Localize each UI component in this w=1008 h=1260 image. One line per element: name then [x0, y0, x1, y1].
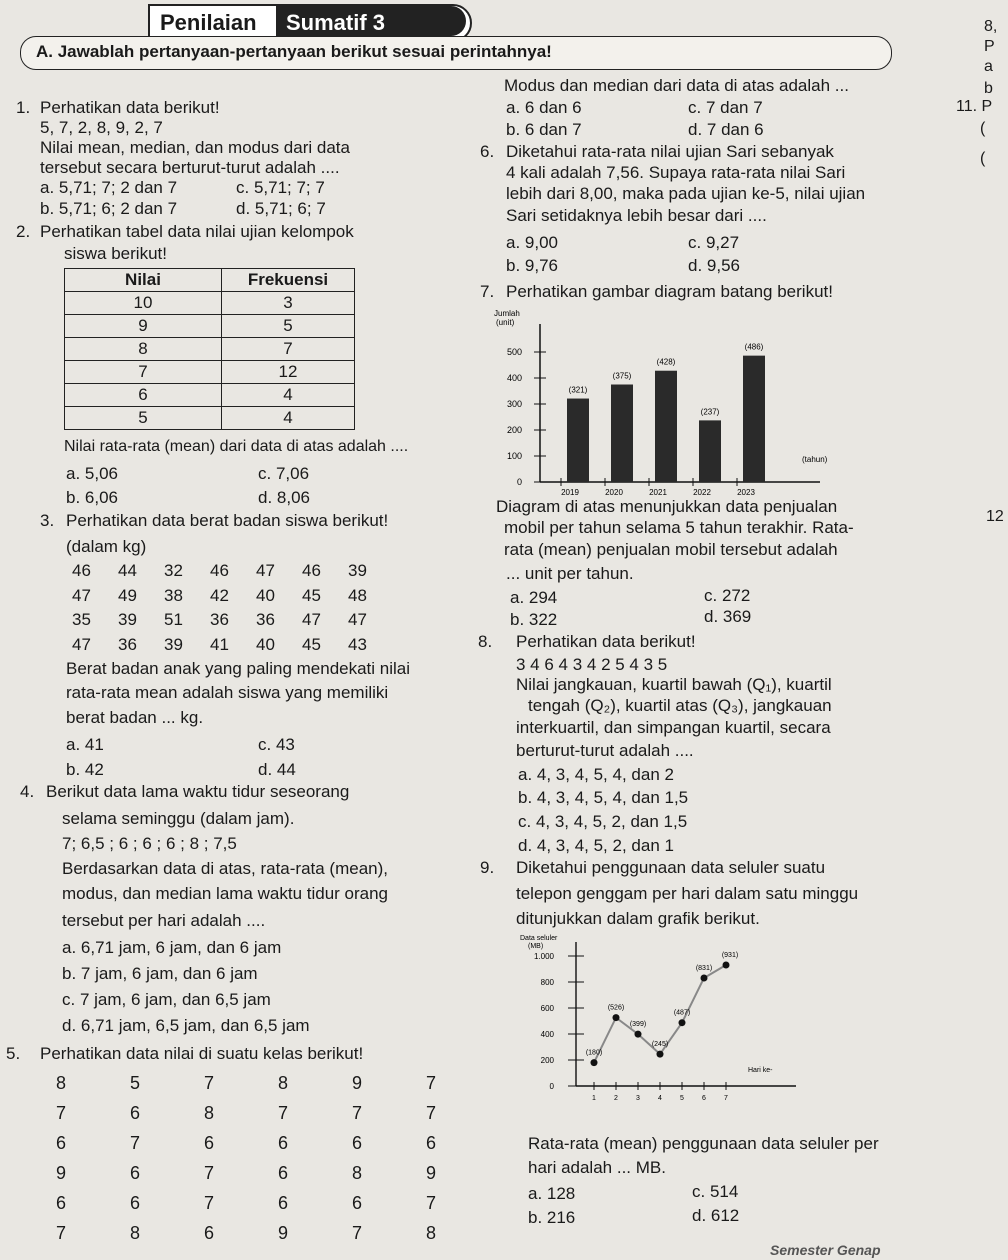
q7-option-d: d. 369 [704, 607, 752, 626]
grid-value: 7 [352, 1223, 363, 1243]
margin-text: ( [980, 150, 986, 167]
q4-number: 4. [20, 782, 35, 801]
table-cell: 5 [65, 407, 222, 430]
data-point [701, 974, 708, 981]
y-tick-label: 500 [506, 347, 522, 357]
point-value-label: (399) [629, 1021, 647, 1029]
grid-value: 40 [256, 585, 275, 605]
grid-value: 43 [348, 634, 367, 654]
q1-option-b: b. 5,71; 6; 2 dan 7 [40, 199, 178, 218]
grid-value: 51 [164, 610, 183, 629]
table-row [65, 361, 355, 384]
q3-line: (dalam kg) [66, 537, 147, 556]
q7-option-b: b. 322 [510, 610, 558, 629]
grid-value: 49 [118, 585, 137, 605]
q4-line: Berikut data lama waktu tidur seseorang [46, 782, 350, 801]
table-cell: 12 [222, 361, 355, 384]
table-cell: 4 [222, 407, 355, 430]
grid-value: 6 [130, 1163, 141, 1183]
q3-line: rata-rata mean adalah siswa yang memiliki [66, 683, 389, 702]
q6-option-c: c. 9,27 [688, 233, 740, 252]
q6-option-b: b. 9,76 [506, 256, 558, 275]
q5-option-b: b. 6 dan 7 [506, 120, 582, 139]
q4-option-c: c. 7 jam, 6 jam, dan 6,5 jam [62, 990, 271, 1009]
y-axis-label: Data seluler [520, 935, 558, 942]
grid-value: 5 [130, 1073, 141, 1093]
q1-line: Nilai mean, median, dan modus dari data [40, 138, 350, 157]
q3-option-c: c. 43 [258, 735, 295, 754]
bar-value-label: (486) [744, 342, 764, 352]
x-axis-label: (tahun) [802, 455, 828, 464]
grid-value: 9 [352, 1073, 363, 1093]
grid-value: 7 [204, 1073, 215, 1093]
q8-line: Perhatikan data berikut! [516, 632, 696, 651]
table-cell: 9 [65, 315, 222, 338]
grid-value: 6 [204, 1133, 215, 1153]
grid-value: 8 [204, 1103, 215, 1123]
q8-line: tengah (Q₂), kuartil atas (Q₃), jangkauan [528, 696, 832, 715]
margin-text: 11. P [956, 98, 993, 115]
q3-line: Berat badan anak yang paling mendekati nilai [66, 659, 411, 678]
margin-text: 8, [984, 18, 998, 35]
q3-option-a: a. 41 [66, 735, 104, 754]
x-axis-label: Hari ke- [748, 1067, 773, 1074]
grid-value: 7 [426, 1103, 437, 1123]
data-point [591, 1059, 598, 1066]
grid-value: 6 [130, 1103, 141, 1123]
grid-value: 6 [278, 1163, 289, 1183]
grid-value: 6 [204, 1223, 215, 1243]
margin-text: b [984, 80, 993, 97]
x-tick-label: 7 [724, 1095, 728, 1102]
q6-option-a: a. 9,00 [506, 233, 558, 252]
grid-value: 8 [56, 1073, 67, 1093]
q5-option-a: a. 6 dan 6 [506, 98, 582, 117]
bar [743, 356, 765, 482]
q6-line: lebih dari 8,00, maka pada ujian ke-5, nilai ujian [506, 184, 866, 203]
q8-option-a: a. 4, 3, 4, 5, 4, dan 2 [518, 765, 674, 784]
q8-line: interkuartil, dan simpangan kuartil, secara [516, 718, 831, 737]
y-tick-label: 800 [540, 978, 554, 987]
q9-line: hari adalah ... MB. [528, 1158, 666, 1177]
q2-line: siswa berikut! [64, 244, 167, 263]
grid-value: 46 [302, 561, 321, 580]
q2-option-b: b. 6,06 [66, 488, 118, 507]
bar-chart [480, 304, 840, 500]
q1-line: 5, 7, 2, 8, 9, 2, 7 [40, 118, 163, 137]
grid-value: 32 [164, 561, 183, 580]
grid-value: 7 [204, 1193, 215, 1213]
q7-line: Diagram di atas menunjukkan data penjualan [496, 497, 838, 516]
point-value-label: (487) [673, 1009, 691, 1017]
x-tick-label: 6 [702, 1095, 706, 1102]
q2-option-a: a. 5,06 [66, 464, 118, 483]
q6-line: Diketahui rata-rata nilai ujian Sari sebanyak [506, 142, 834, 161]
q9-line: ditunjukkan dalam grafik berikut. [516, 909, 760, 928]
table-cell: 4 [222, 384, 355, 407]
margin-text: ( [980, 120, 986, 137]
q5-line: Perhatikan data nilai di suatu kelas berikut! [40, 1044, 364, 1063]
y-tick-label: 0 [549, 1082, 554, 1091]
footer-label: Semester Genap [770, 1242, 881, 1258]
grid-value: 40 [256, 634, 275, 654]
margin-text: 12 [986, 508, 1004, 525]
q4-option-d: d. 6,71 jam, 6,5 jam, dan 6,5 jam [62, 1016, 310, 1035]
x-tick-label: 2023 [737, 488, 755, 497]
q6-line: Sari setidaknya lebih besar dari .... [506, 206, 767, 225]
header-title-highlight: Sumatif 3 [286, 10, 386, 35]
y-tick-label: 600 [540, 1004, 554, 1013]
point-value-label: (526) [607, 1004, 625, 1012]
q7-line: mobil per tahun selama 5 tahun terakhir. Rata- [504, 518, 854, 537]
grid-value: 47 [302, 610, 321, 629]
table-row [65, 384, 355, 407]
grid-value: 46 [210, 561, 229, 580]
q8-number: 8. [478, 632, 493, 651]
table-cell: 6 [65, 384, 222, 407]
grid-value: 8 [352, 1163, 363, 1183]
q2-question: Nilai rata-rata (mean) dari data di atas adalah .... [64, 438, 409, 455]
grid-value: 6 [352, 1133, 363, 1153]
grid-value: 42 [210, 585, 229, 605]
table-header: Nilai [65, 269, 222, 292]
q9-number: 9. [480, 858, 495, 877]
grid-value: 7 [278, 1103, 289, 1123]
grid-value: 41 [210, 634, 229, 654]
data-point [613, 1014, 620, 1021]
grid-value: 48 [348, 585, 367, 605]
grid-value: 7 [352, 1103, 363, 1123]
header-title: Penilaian [160, 10, 257, 35]
grid-value: 9 [426, 1163, 437, 1183]
grid-value: 6 [426, 1133, 437, 1153]
y-tick-label: 400 [506, 373, 522, 383]
q7-option-c: c. 272 [704, 586, 751, 605]
grid-value: 36 [118, 634, 137, 654]
y-tick-label: 0 [516, 477, 522, 487]
y-tick-label: 400 [540, 1030, 554, 1039]
q7-number: 7. [480, 282, 495, 301]
y-tick-label: 200 [506, 425, 522, 435]
grid-value: 36 [210, 610, 229, 629]
y-tick-label: 100 [506, 451, 522, 461]
q7-line: Perhatikan gambar diagram batang berikut! [506, 282, 833, 301]
table-row [65, 407, 355, 430]
grid-value: 47 [348, 610, 367, 629]
q2-option-c: c. 7,06 [258, 464, 310, 483]
table-cell: 5 [222, 315, 355, 338]
q5-option-d: d. 7 dan 6 [688, 120, 764, 139]
table-header: Frekuensi [222, 269, 355, 292]
bar-value-label: (237) [700, 407, 720, 417]
q1-line: tersebut secara berturut-turut adalah .... [40, 158, 340, 177]
q9-option-d: d. 612 [692, 1206, 740, 1225]
grid-value: 6 [278, 1193, 289, 1213]
q1-number: 1. [16, 98, 31, 117]
q8-option-c: c. 4, 3, 4, 5, 2, dan 1,5 [518, 812, 688, 831]
line-chart [480, 928, 820, 1124]
q8-line: berturut-turut adalah .... [516, 741, 694, 760]
y-tick-label: 300 [506, 399, 522, 409]
point-value-label: (245) [651, 1041, 669, 1049]
q3-line: Perhatikan data berat badan siswa berikut! [66, 511, 389, 530]
data-point [723, 961, 730, 968]
grid-value: 7 [426, 1193, 437, 1213]
q9-option-b: b. 216 [528, 1208, 576, 1227]
x-tick-label: 2020 [605, 488, 623, 497]
grid-value: 38 [164, 585, 183, 605]
grid-value: 6 [352, 1193, 363, 1213]
section-a-title: A. Jawablah pertanyaan-pertanyaan berikut sesuai perintahnya! [36, 42, 552, 61]
x-tick-label: 3 [636, 1095, 640, 1102]
y-axis-label: (unit) [496, 318, 515, 327]
grid-value: 39 [118, 610, 137, 629]
grid-value: 47 [72, 634, 91, 654]
q3-number: 3. [40, 511, 55, 530]
q2-option-d: d. 8,06 [258, 488, 310, 507]
x-tick-label: 2019 [561, 488, 579, 497]
table-cell: 10 [65, 292, 222, 315]
y-axis-label: Jumlah [494, 309, 520, 318]
grid-value: 47 [256, 561, 275, 580]
q4-line: selama seminggu (dalam jam). [62, 809, 295, 828]
q3-option-d: d. 44 [258, 760, 296, 779]
x-tick-label: 2021 [649, 488, 667, 497]
bar [699, 420, 721, 482]
q6-option-d: d. 9,56 [688, 256, 740, 275]
q4-line: 7; 6,5 ; 6 ; 6 ; 6 ; 8 ; 7,5 [62, 834, 237, 853]
q5-question: Modus dan median dari data di atas adalah ... [504, 76, 849, 95]
q7-line: rata (mean) penjualan mobil tersebut adalah [504, 540, 838, 559]
y-axis-label: (MB) [528, 943, 544, 950]
grid-value: 6 [130, 1193, 141, 1213]
table-cell: 7 [65, 361, 222, 384]
margin-text: a [984, 58, 993, 75]
q8-option-b: b. 4, 3, 4, 5, 4, dan 1,5 [518, 788, 689, 807]
table-cell: 7 [222, 338, 355, 361]
q8-line: 3 4 6 4 3 4 2 5 4 3 5 [516, 655, 668, 674]
grid-value: 36 [256, 610, 275, 629]
grid-value: 7 [130, 1133, 141, 1153]
data-point [657, 1051, 664, 1058]
x-tick-label: 5 [680, 1095, 684, 1102]
grid-value: 8 [278, 1073, 289, 1093]
grid-value: 6 [56, 1193, 67, 1213]
x-tick-label: 2022 [693, 488, 711, 497]
q9-option-c: c. 514 [692, 1182, 739, 1201]
bar-value-label: (428) [656, 357, 676, 367]
grid-value: 44 [118, 561, 137, 580]
data-point [679, 1019, 686, 1026]
q4-line: modus, dan median lama waktu tidur orang [62, 884, 389, 903]
grid-value: 39 [164, 634, 183, 654]
q1-option-d: d. 5,71; 6; 7 [236, 199, 326, 218]
q7-line: ... unit per tahun. [506, 564, 634, 583]
table-row [65, 315, 355, 338]
grid-value: 45 [302, 634, 321, 654]
grid-value: 7 [204, 1163, 215, 1183]
grid-value: 8 [130, 1223, 141, 1243]
table-row [65, 292, 355, 315]
y-tick-label: 200 [540, 1056, 554, 1065]
q4-option-b: b. 7 jam, 6 jam, dan 6 jam [62, 964, 258, 983]
grid-value: 7 [56, 1103, 67, 1123]
q2-table [64, 268, 355, 430]
grid-value: 47 [72, 585, 91, 605]
grid-value: 7 [426, 1073, 437, 1093]
q9-line: telepon genggam per hari dalam satu minggu [516, 884, 859, 903]
grid-value: 8 [426, 1223, 437, 1243]
q4-option-a: a. 6,71 jam, 6 jam, dan 6 jam [62, 938, 282, 957]
q4-line: Berdasarkan data di atas, rata-rata (mean), [62, 859, 388, 878]
data-point [635, 1031, 642, 1038]
grid-value: 7 [56, 1223, 67, 1243]
q7-option-a: a. 294 [510, 588, 558, 607]
bar-value-label: (375) [612, 371, 632, 381]
q4-line: tersebut per hari adalah .... [62, 911, 266, 930]
bar [611, 385, 633, 483]
q5-number: 5. [6, 1044, 21, 1063]
grid-value: 9 [56, 1163, 67, 1183]
y-tick-label: 1.000 [533, 952, 554, 961]
margin-text: P [984, 38, 995, 55]
q9-line: Rata-rata (mean) penggunaan data seluler per [528, 1134, 879, 1153]
q1-option-a: a. 5,71; 7; 2 dan 7 [40, 178, 178, 197]
x-tick-label: 2 [614, 1095, 618, 1102]
bar [655, 371, 677, 482]
q3-option-b: b. 42 [66, 760, 104, 779]
q8-line: Nilai jangkauan, kuartil bawah (Q₁), kuartil [516, 675, 832, 694]
table-row [65, 338, 355, 361]
q1-option-c: c. 5,71; 7; 7 [236, 178, 325, 197]
x-tick-label: 4 [658, 1095, 662, 1102]
bar-value-label: (321) [568, 385, 588, 395]
q9-line: Diketahui penggunaan data seluler suatu [516, 858, 826, 877]
q9-option-a: a. 128 [528, 1184, 576, 1203]
table-cell: 8 [65, 338, 222, 361]
grid-value: 9 [278, 1223, 289, 1243]
q2-number: 2. [16, 222, 31, 241]
point-value-label: (931) [721, 951, 739, 959]
q3-line: berat badan ... kg. [66, 708, 204, 727]
grid-value: 39 [348, 561, 367, 580]
grid-value: 35 [72, 610, 91, 629]
q2-line: Perhatikan tabel data nilai ujian kelompok [40, 222, 354, 241]
q6-number: 6. [480, 142, 495, 161]
grid-value: 6 [56, 1133, 67, 1153]
point-value-label: (180) [585, 1049, 603, 1057]
q6-line: 4 kali adalah 7,56. Supaya rata-rata nilai Sari [506, 163, 846, 182]
grid-value: 46 [72, 561, 91, 580]
q1-line: Perhatikan data berikut! [40, 98, 220, 117]
q8-option-d: d. 4, 3, 4, 5, 2, dan 1 [518, 836, 674, 855]
q5-option-c: c. 7 dan 7 [688, 98, 763, 117]
bar [567, 399, 589, 482]
grid-value: 6 [278, 1133, 289, 1153]
grid-value: 45 [302, 585, 321, 605]
point-value-label: (831) [695, 964, 713, 972]
table-cell: 3 [222, 292, 355, 315]
x-tick-label: 1 [592, 1095, 596, 1102]
